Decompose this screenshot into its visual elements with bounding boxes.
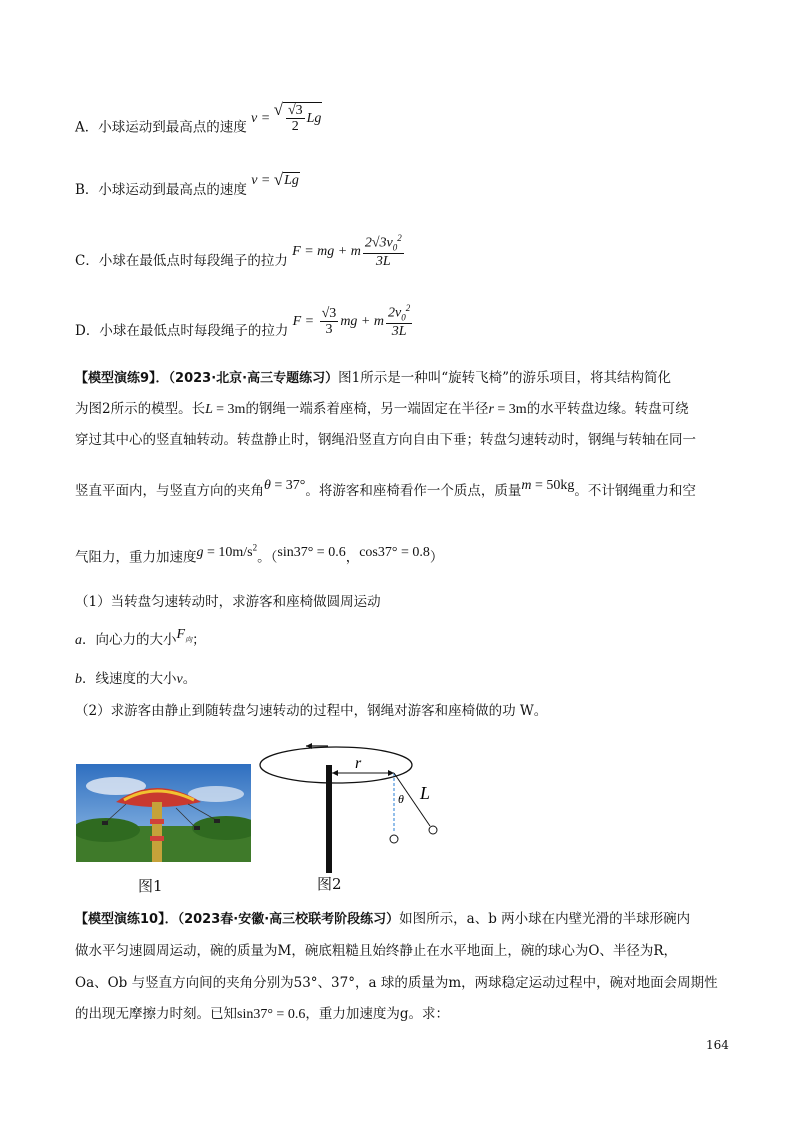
figure1-caption: 图1 [138, 877, 163, 895]
ball-swinging [429, 826, 437, 834]
problem9-line2: 为图2所示的模型。长L = 3m的钢绳一端系着座椅，另一端固定在半径r = 3m的水平转盘边缘。转盘可绕 [75, 401, 689, 417]
formula-mass: m = 50kg [521, 478, 575, 493]
problem10-line3: Oa、Ob 与竖直方向间的夹角分别为53°、37°，a 球的质量为m，两球稳定运动过程中，碗对地面会周期性 [75, 975, 718, 991]
problem9-q1: （1）当转盘匀速转动时，求游客和座椅做圆周运动 [75, 594, 381, 610]
label-r: r [355, 755, 362, 772]
problem10-line1: 【模型演练10】．（2023春·安徽·高三校联考阶段练习）如图所示，a、b 两小球在内壁光滑的半球形碗内 [75, 911, 691, 927]
problem9-q2: （2）求游客由静止到随转盘匀速转动的过程中，钢绳对游客和座椅做的功 W。 [75, 703, 548, 719]
page-number: 164 [706, 1038, 729, 1052]
central-axis [326, 765, 332, 873]
option-d: D．小球在最低点时每段绳子的拉力 F = $\frac{√3}{3}$ mg + m $\frac{2v_0^2}{3L}$ [75, 314, 414, 350]
formula-f-c: F = mg + m $\frac{2√3v_0^2}{3L}$ [292, 233, 402, 270]
problem9-qb: b．线速度的大小v。 [75, 671, 197, 687]
problem10-line2: 做水平匀速圆周运动，碗的质量为M，碗底粗糙且始终静止在水平地面上，碗的球心为O、半径为R， [75, 943, 678, 959]
swing-ride-photo [76, 764, 251, 862]
ball-at-rest [390, 835, 398, 843]
figure2-caption: 图2 [317, 875, 342, 893]
problem9-tag: 【模型演练9】．（2023·北京·高三专题练习） [75, 371, 339, 386]
problem9-line1: 【模型演练9】．（2023·北京·高三专题练习）图1所示是一种叫“旋转飞椅”的游乐项目，将其结构简化 [75, 370, 672, 386]
problem10-tag: 【模型演练10】．（2023春·安徽·高三校联考阶段练习） [75, 912, 400, 927]
problem9-line5: 气阻力，重力加速度$g = 10m/s^2$。（sin37° = 0.6，cos37° = 0.8） [75, 542, 444, 566]
formula-theta: θ = 37° [264, 478, 306, 493]
option-a: A．小球运动到最高点的速度 v = √ $\frac{√3}{2}$ Lg [75, 100, 322, 136]
label-L: L [420, 783, 431, 803]
problem9-line3: 穿过其中心的竖直轴转动。转盘静止时，钢绳沿竖直方向自由下垂；转盘匀速转动时，钢绳与转轴在同一 [75, 432, 696, 448]
formula-v-sqrt-lg: v = √ Lg [251, 170, 299, 189]
option-b: B．小球运动到最高点的速度 v = √ Lg [75, 170, 299, 199]
formula-g: $g = 10m/s^2$ [196, 542, 258, 560]
problem10-line4: 的出现无摩擦力时刻。已知sin37° = 0.6，重力加速度为g。求： [75, 1006, 449, 1022]
problem9-line4: 竖直平面内，与竖直方向的夹角θ = 37°。将游客和座椅看作一个质点，质量m = 50kg。不计钢绳重力和空 [75, 478, 696, 499]
label-theta: θ [398, 792, 404, 806]
turntable-ellipse [260, 747, 412, 783]
option-c: C．小球在最低点时每段绳子的拉力 F = mg + m $\frac{2√3v_0^2}{3L}$ [75, 244, 406, 280]
swing-model-diagram [256, 735, 446, 875]
problem9-qa: a．向心力的大小$F_向$； [75, 627, 206, 648]
formula-v-sqrt3-2-lg: v = √ $\frac{√3}{2}$ Lg [251, 100, 322, 135]
formula-f-d: F = $\frac{√3}{3}$ mg + m $\frac{2v_0^2}{3L}$ [292, 303, 411, 340]
